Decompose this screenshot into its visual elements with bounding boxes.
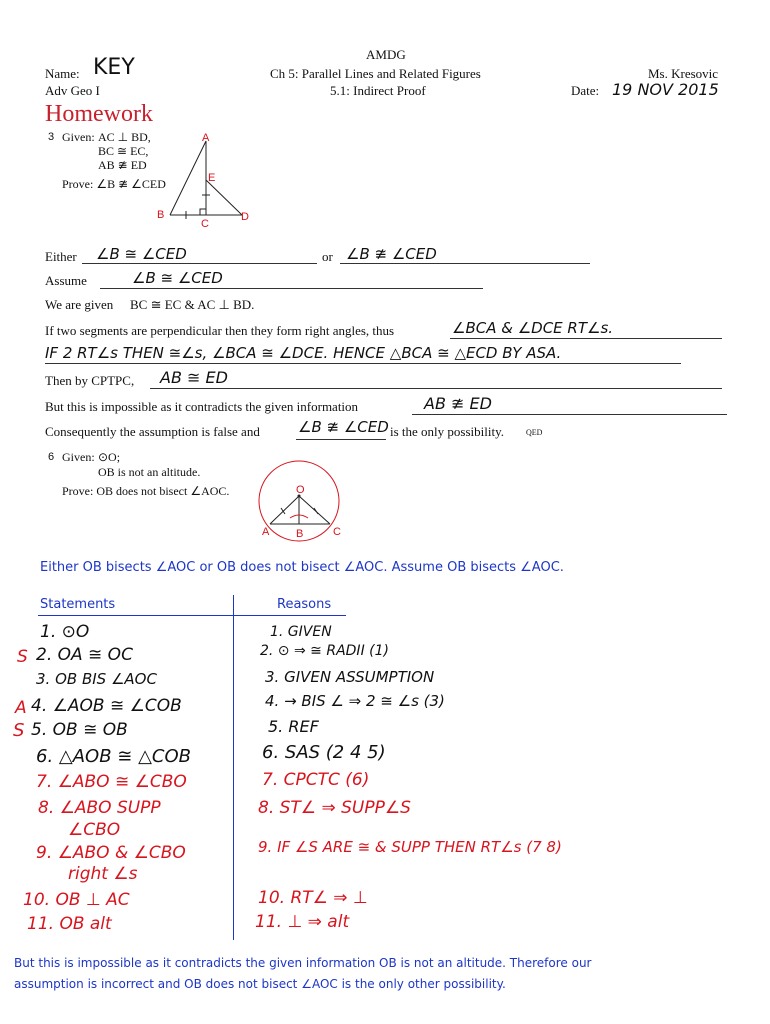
row-10-statement: 10. OB ⊥ AC (23, 890, 130, 910)
p3-cpctc-text: Then by CPTPC, (45, 373, 135, 388)
p3-cpctc-value: AB ≅ ED (160, 368, 228, 387)
row-9-reason: 9. IF ∠S ARE ≅ & SUPP THEN RT∠s (7 8) (258, 838, 562, 856)
fig6-label-o: O (296, 484, 305, 496)
p3-or-blank (340, 263, 590, 264)
p3-either-label: Either (45, 249, 77, 264)
p3-conclusion-blank (296, 439, 386, 440)
date-value: 19 NOV 2015 (612, 80, 719, 99)
row-9-statement-cont: right ∠s (68, 864, 138, 884)
fig6-label-a: A (262, 526, 270, 538)
p3-assume-blank (100, 288, 483, 289)
problem3-given-2: BC ≅ EC, (98, 144, 149, 158)
problem6-given-1: ⊙O; (98, 450, 121, 464)
row-5-statement: 5. OB ≅ OB (31, 720, 128, 740)
p6-either-line: Either OB bisects ∠AOC or OB does not bisect ∠AOC. Assume OB bisects ∠AOC. (40, 560, 564, 575)
problem3-given-3: AB ≇ ED (98, 158, 147, 172)
p3-given-value: BC ≅ EC & AC ⊥ BD. (130, 297, 255, 312)
statements-header: Statements (40, 597, 116, 612)
problem3-figure (160, 135, 270, 235)
row-8-statement-cont: ∠CBO (68, 820, 121, 840)
p3-conclusion-end: is the only possibility. (390, 424, 504, 439)
p3-conclusion-text: Consequently the assumption is false and (45, 424, 260, 439)
row-2-mark: S (17, 647, 28, 667)
p3-assume-label: Assume (45, 273, 87, 288)
fig6-label-c: C (333, 526, 341, 538)
page-title: Homework (45, 101, 153, 127)
p3-perp-value: ∠BCA & ∠DCE RT∠s. (452, 319, 614, 337)
problem3-given-label: Given: (62, 130, 95, 144)
fig3-label-a: A (202, 132, 210, 144)
row-4-reason: 4. → BIS ∠ ⇒ 2 ≅ ∠s (3) (265, 692, 445, 710)
p3-cpctc-blank (150, 388, 722, 389)
p3-impossible-value: AB ≇ ED (424, 394, 492, 413)
row-8-statement: 8. ∠ABO SUPP (38, 798, 161, 818)
class-label: Adv Geo I (45, 83, 100, 98)
name-value: KEY (93, 55, 135, 80)
row-10-reason: 10. RT∠ ⇒ ⊥ (258, 888, 368, 908)
row-7-reason: 7. CPCTC (6) (262, 770, 370, 790)
fig3-label-e: E (208, 172, 216, 184)
row-8-reason: 8. ST∠ ⇒ SUPP∠S (258, 798, 411, 818)
p3-either-blank (82, 263, 317, 264)
row-3-reason: 3. GIVEN ASSUMPTION (265, 668, 435, 686)
header-underline (38, 615, 346, 616)
problem3-given-1: AC ⊥ BD, (98, 130, 151, 144)
teacher-name: Ms. Kresovic (648, 66, 719, 81)
row-6-reason: 6. SAS (2 4 5) (262, 742, 386, 763)
closing-line-1: But this is impossible as it contradicts the given information OB is not an altitude. Therefore our (14, 956, 592, 970)
row-11-statement: 11. OB alt (27, 914, 112, 934)
row-1-reason: 1. GIVEN (270, 624, 332, 640)
row-1-statement: 1. ⊙O (40, 622, 90, 642)
p3-qed: QED (526, 428, 543, 437)
row-9-statement: 9. ∠ABO & ∠CBO (36, 843, 186, 863)
fig3-label-d: D (241, 211, 249, 223)
row-6-statement: 6. △AOB ≅ △COB (36, 746, 192, 767)
row-2-reason: 2. ⊙ ⇒ ≅ RADII (1) (260, 643, 389, 659)
reasons-header: Reasons (277, 597, 332, 612)
row-4-mark: A (15, 698, 27, 718)
p3-perp-text: If two segments are perpendicular then they form right angles, thus (45, 323, 395, 338)
fig3-label-b: B (157, 209, 165, 221)
p3-impossible-blank (412, 414, 727, 415)
row-2-statement: 2. OA ≅ OC (36, 645, 133, 665)
date-label: Date: (571, 83, 600, 98)
closing-line-2: assumption is incorrect and OB does not bisect ∠AOC is the only other possibility. (14, 977, 506, 991)
row-11-reason: 11. ⊥ ⇒ alt (255, 912, 350, 932)
row-4-statement: 4. ∠AOB ≅ ∠COB (31, 696, 182, 716)
problem3-number: 3 (48, 131, 55, 143)
problem6-given-label: Given: (62, 450, 95, 464)
fig3-label-c: C (201, 218, 209, 230)
row-5-mark: S (13, 720, 25, 741)
column-divider (233, 595, 234, 940)
p3-given-prefix: We are given (45, 297, 114, 312)
name-label: Name: (45, 66, 80, 81)
p3-handwritten-line: IF 2 RT∠s THEN ≅∠s, ∠BCA ≅ ∠DCE. HENCE △BCA ≅ △ECD BY ASA. (45, 344, 562, 362)
problem6-number: 6 (48, 451, 55, 463)
p3-or-label: or (322, 249, 333, 264)
problem3-prove: Prove: ∠B ≇ ∠CED (62, 177, 166, 191)
problem6-prove: Prove: OB does not bisect ∠AOC. (62, 484, 230, 498)
row-3-statement: 3. OB BIS ∠AOC (36, 670, 157, 688)
fig6-label-b: B (296, 528, 304, 540)
p3-impossible-text: But this is impossible as it contradicts the given information (45, 399, 359, 414)
p3-either-value: ∠B ≅ ∠CED (96, 245, 187, 263)
row-5-reason: 5. REF (268, 717, 319, 736)
section-title: 5.1: Indirect Proof (330, 83, 426, 98)
p3-perp-blank (450, 338, 722, 339)
problem6-given-2: OB is not an altitude. (98, 465, 201, 479)
p3-or-value: ∠B ≇ ∠CED (346, 245, 437, 263)
p3-hw-blank (45, 363, 681, 364)
chapter-title: Ch 5: Parallel Lines and Related Figures (270, 66, 481, 81)
row-7-statement: 7. ∠ABO ≅ ∠CBO (36, 772, 187, 792)
p3-assume-value: ∠B ≅ ∠CED (132, 269, 223, 287)
p3-conclusion-value: ∠B ≇ ∠CED (298, 418, 389, 436)
amdg-label: AMDG (366, 47, 406, 62)
